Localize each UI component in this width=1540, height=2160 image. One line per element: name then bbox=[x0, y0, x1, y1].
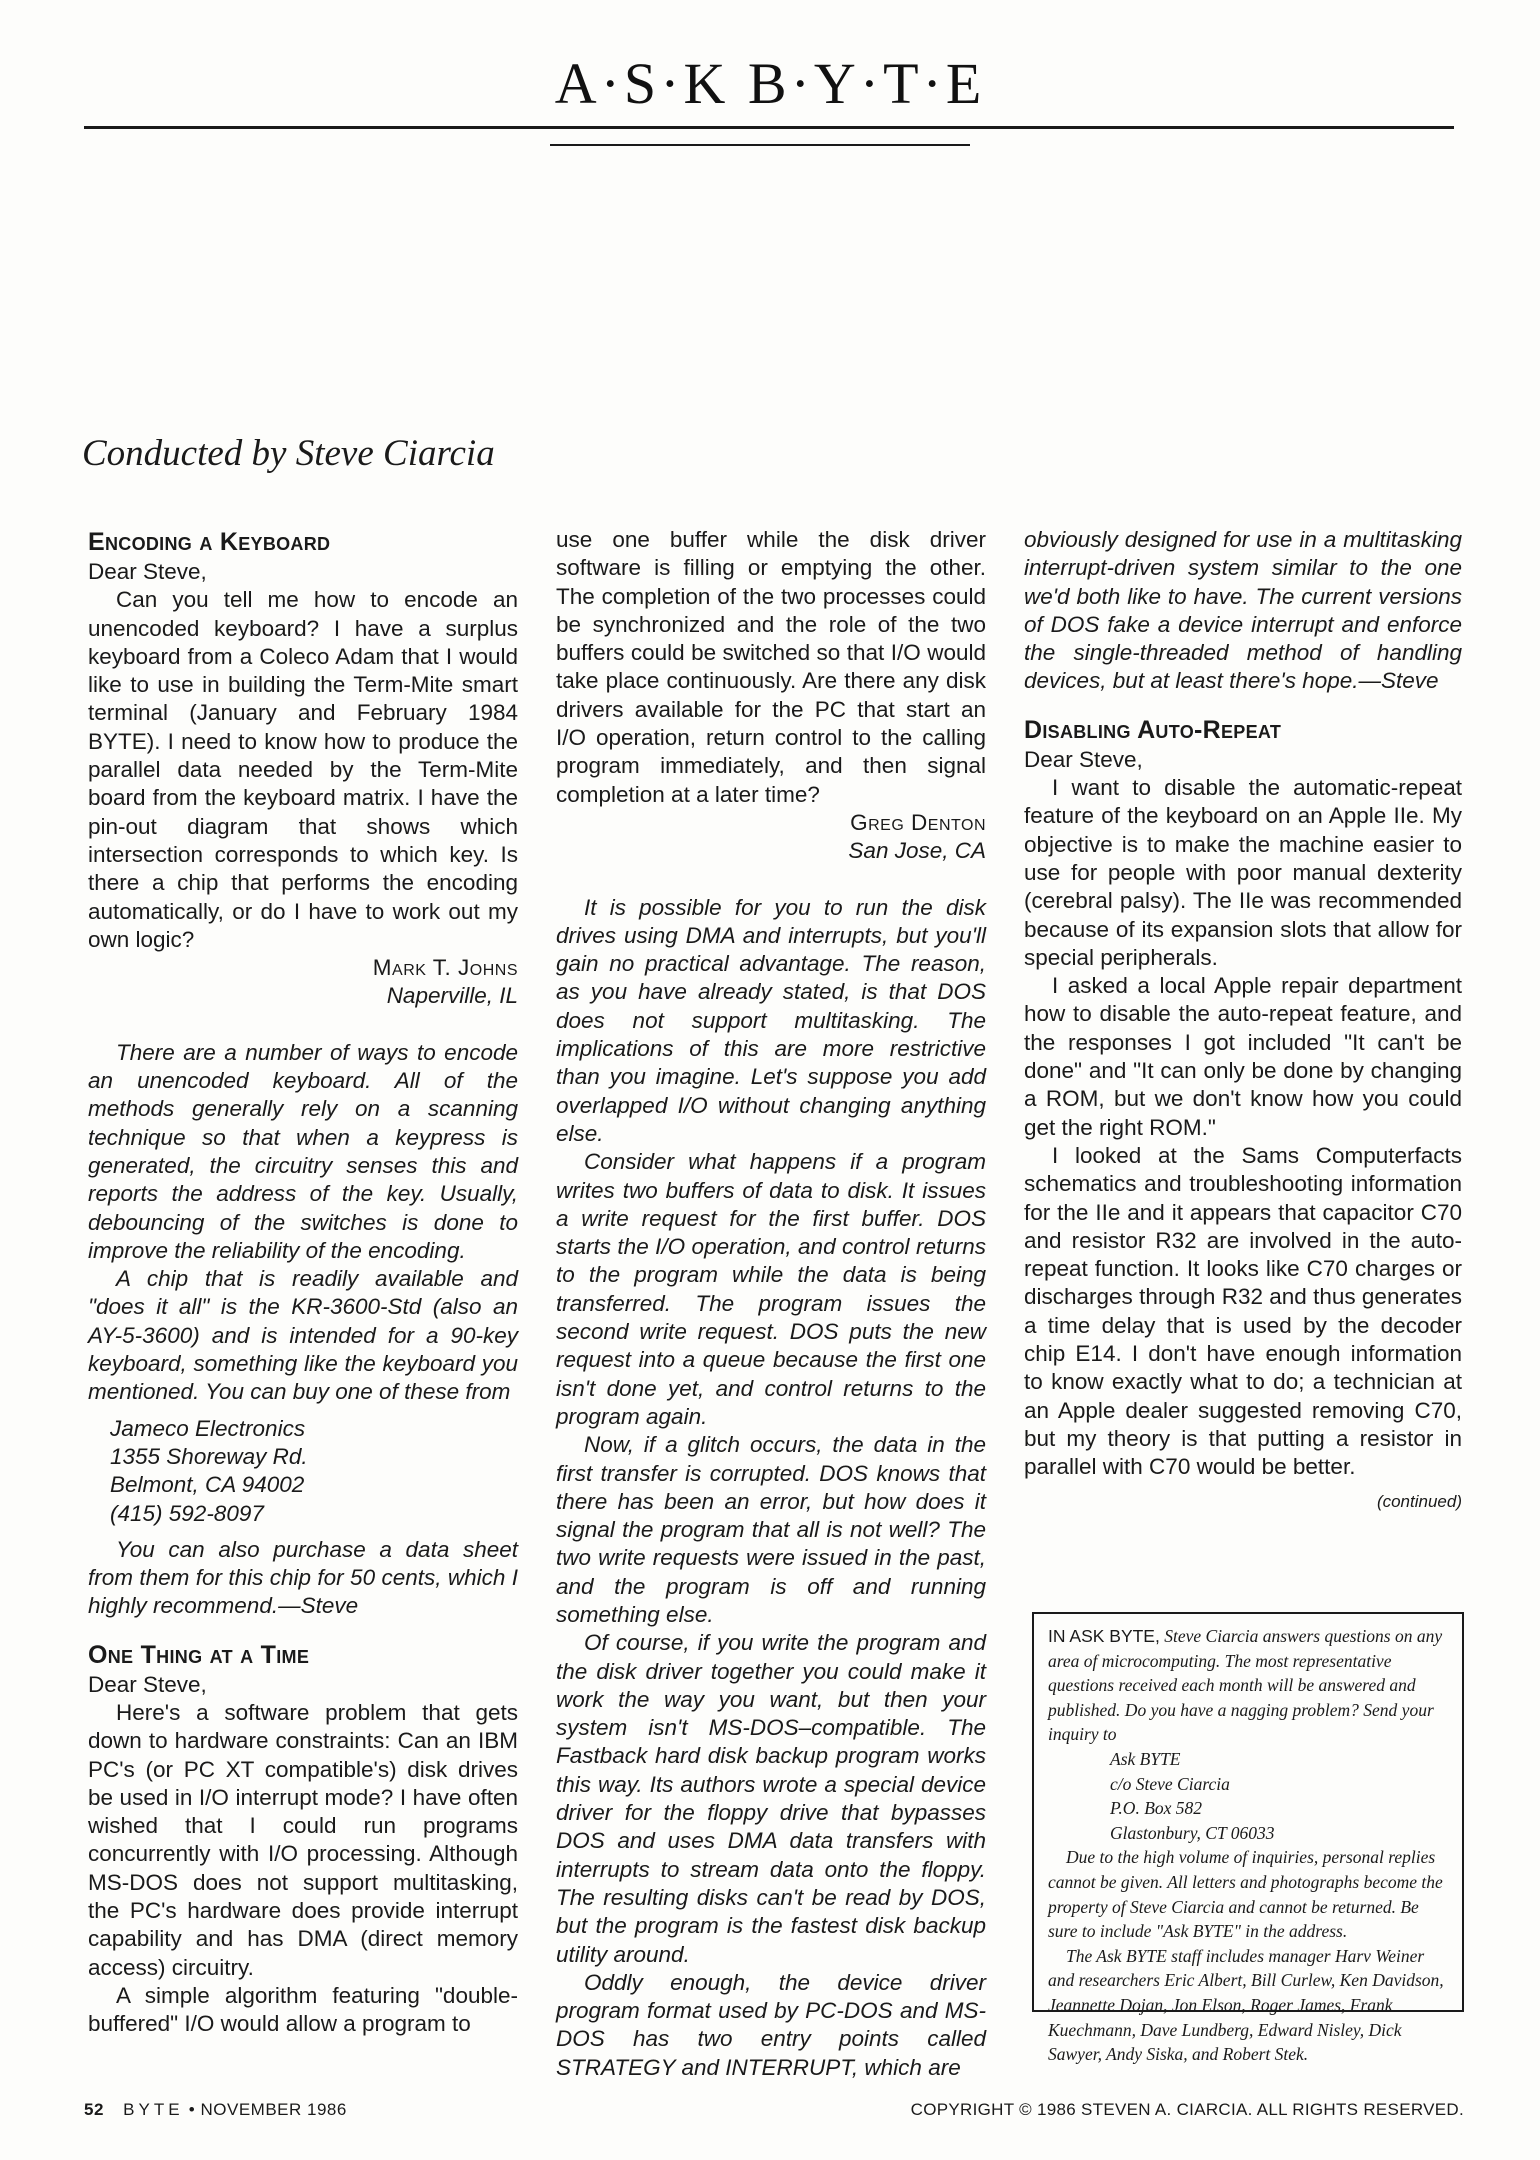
answer-paragraph: Now, if a glitch occurs, the data in the first transfer is corrupted. DOS knows that there has been an error, but how does it signal the program that all is not well? The two write requests were issued in the past, and the program is off and running something else. bbox=[556, 1432, 986, 1627]
info-lead: IN ASK BYTE, bbox=[1048, 1626, 1160, 1646]
header-rule-thin bbox=[550, 144, 970, 146]
answer-paragraph: Oddly enough, the device driver program format used by PC-DOS and MS-DOS has two entry points called STRATEGY and INTERRUPT, which are bbox=[556, 1969, 986, 2080]
address-line: Ask BYTE bbox=[1110, 1748, 1181, 1769]
heading-encoding-keyboard: Encoding a Keyboard bbox=[88, 528, 331, 556]
info-intro bbox=[1048, 1624, 1448, 1747]
letter-paragraph: use one buffer while the disk driver software is filling or emptying the other. The completion of the two processes could be synchronized and the role of the two buffers could be switched so that I/O would take place continuously. Are there any disk drivers available for the PC that start an I/O operation, return control to the calling program immediately, and then signal completion at a later time? bbox=[556, 527, 986, 807]
column-2 bbox=[556, 526, 986, 2082]
page-footer bbox=[84, 2100, 347, 2120]
salutation: Dear Steve, bbox=[1024, 746, 1143, 772]
answer-paragraph: You can also purchase a data sheet from them for this chip for 50 cents, which I highly recommend.—Steve bbox=[88, 1536, 518, 1619]
answer-paragraph: obviously designed for use in a multitasking interrupt-driven system similar to the one we'd both like to have. The current versions of DOS fake a device interrupt and enforce the single-threaded method of handling devices, but at least there's hope.—Steve bbox=[1024, 527, 1462, 694]
letter-paragraph: Can you tell me how to encode an unencoded keyboard? I have a surplus keyboard from a Coleco Adam that I would like to use in building the Term-Mite smart terminal (January and February 1984 BYTE). I need to know how to produce the parallel data needed by the Term-Mite board from the keyboard matrix. I have the pin-out diagram that shows which intersection corresponds to which key. Is there a chip that performs the encoding automatically, or do I have to work out my own logic? bbox=[88, 587, 518, 952]
vendor-address bbox=[110, 1415, 518, 1528]
address-line: P.O. Box 582 bbox=[1110, 1798, 1203, 1819]
letter-paragraph: Here's a software problem that gets down to hardware constraints: Can an IBM PC's (or PC XT compatible's) disk drives be used in I/O interrupt mode? I have often wished that I could run programs concurrently with I/O processing. Although MS-DOS does not support multitasking, the PC's hardware does provide interrupt capability and has DMA (direct memory access) circuitry. bbox=[88, 1699, 518, 1980]
answer-paragraph: A chip that is readily available and "does it all" is the KR-3600-Std (also an AY-5-3600) and is intended for a 90-key keyboard, something like the keyboard you mentioned. You can buy one of these from bbox=[88, 1266, 518, 1405]
column-1 bbox=[88, 526, 518, 2039]
letter-paragraph: I looked at the Sams Computerfacts schematics and troubleshooting information for the IIe and it appears that capacitor C70 and resistor R32 are involved in the auto-repeat function. It looks like C70 charges or discharges through R32 and thus generates a time delay that is used by the decoder chip E14. I don't have enough information to know exactly what to do; a technician at an Apple dealer suggested removing C70, but my theory is that putting a resistor in parallel with C70 would be better. bbox=[1024, 1142, 1462, 1480]
signature-place: Naperville, IL bbox=[386, 983, 518, 1009]
answer-paragraph: There are a number of ways to encode an unencoded keyboard. All of the methods generally rely on a scanning technique so that when a keypress is generated, the circuitry senses this and reports the address of the key. Usually, debouncing of the switches is done to improve the reliability of the encoding. bbox=[88, 1039, 518, 1263]
letter-paragraph: I want to disable the automatic-repeat feature of the keyboard on an Apple IIe. My objective is to make the machine easier to use for people with poor manual dexterity (cerebral palsy). The IIe was recommended because of its expansion slots that allow for special peripherals. bbox=[1024, 775, 1462, 970]
header-rule-thick bbox=[84, 126, 1454, 129]
continued-label: (continued) bbox=[1376, 1491, 1462, 1511]
column-3 bbox=[1024, 526, 1462, 1516]
heading-one-thing: One Thing at a Time bbox=[88, 1640, 310, 1669]
signature-name: Greg Denton bbox=[850, 809, 986, 835]
answer-paragraph: Consider what happens if a program writes two buffers of data to disk. It issues a write request for the first buffer. DOS starts the I/O operation, and control returns to the program while the data is being transferred. The program issues the second write request. DOS puts the new request into a queue because the first one isn't done yet, and control returns to the program again. bbox=[556, 1149, 986, 1429]
info-address bbox=[1048, 1747, 1448, 1845]
footer-bullet: • bbox=[188, 2100, 196, 2119]
address-line: 1355 Shoreway Rd. bbox=[110, 1443, 308, 1469]
address-line: Jameco Electronics bbox=[110, 1415, 306, 1441]
heading-disabling-auto-repeat: Disabling Auto-Repeat bbox=[1024, 715, 1282, 744]
signature-place: San Jose, CA bbox=[848, 838, 986, 864]
page-number: 52 bbox=[84, 2100, 104, 2119]
letter-signature bbox=[556, 809, 986, 866]
signature-name: Mark T. Johns bbox=[372, 955, 518, 981]
copyright-notice: COPYRIGHT © 1986 STEVEN A. CIARCIA. ALL RIGHTS RESERVED. bbox=[910, 2100, 1464, 2119]
issue-date: NOVEMBER 1986 bbox=[200, 2100, 347, 2119]
info-note: Due to the high volume of inquiries, personal replies cannot be given. All letters and photographs become the property of Steve Ciarcia and cannot be returned. Be sure to include "Ask BYTE" in the address. bbox=[1048, 1847, 1443, 1942]
ask-byte-info-box bbox=[1032, 1612, 1464, 2065]
salutation: Dear Steve, bbox=[88, 1671, 207, 1697]
magazine-name: BYTE bbox=[123, 2100, 184, 2119]
info-intro-text: Steve Ciarcia answers questions on any area of microcomputing. The most representative questions received each month will be answered and published. Do you have a nagging problem? Send your inquiry to bbox=[1048, 1626, 1443, 1745]
answer-paragraph: Of course, if you write the program and the disk driver together you could make it work the way you want, but then your system isn't MS-DOS–compatible. The Fastback hard disk backup program works this way. Its authors wrote a special device driver for the floppy drive that bypasses DOS and uses DMA data transfers with interrupts to stream data onto the floppy. The resulting disks can't be read by DOS, but the program is the fastest disk backup utility around. bbox=[556, 1630, 986, 1967]
address-line: c/o Steve Ciarcia bbox=[1110, 1773, 1230, 1794]
info-staff: The Ask BYTE staff includes manager Harv Weiner and researchers Eric Albert, Bill Curlew, Ken Davidson, Jeannette Dojan, Jon Elson, Roger James, Frank Kuechmann, Dave Lundberg, Edward Nisley, Dick Sawyer, Andy Siska, and Robert Stek. bbox=[1048, 1945, 1444, 2065]
salutation: Dear Steve, bbox=[88, 559, 207, 584]
address-line: Belmont, CA 94002 bbox=[110, 1472, 305, 1498]
section-title: A·S·K B·Y·T·E bbox=[554, 51, 986, 116]
letter-signature bbox=[88, 954, 518, 1011]
letter-paragraph: A simple algorithm featuring "double-buffered" I/O would allow a program to bbox=[88, 1982, 518, 2037]
address-line: Glastonbury, CT 06033 bbox=[1110, 1822, 1275, 1843]
answer-paragraph: It is possible for you to run the disk drives using DMA and interrupts, but you'll gain no practical advantage. The reason, as you have already stated, is that DOS does not support multitasking. The implications of this are more restrictive than you imagine. Let's suppose you add overlapped I/O without changing anything else. bbox=[556, 894, 986, 1146]
letter-paragraph: I asked a local Apple repair department how to disable the auto-repeat feature, and the responses I got included "It can't be done" and "It can only be done by changing a ROM, but we don't know how you could get the right ROM." bbox=[1024, 973, 1462, 1140]
address-line: (415) 592-8097 bbox=[110, 1500, 264, 1526]
byline: Conducted by Steve Ciarcia bbox=[82, 433, 495, 474]
